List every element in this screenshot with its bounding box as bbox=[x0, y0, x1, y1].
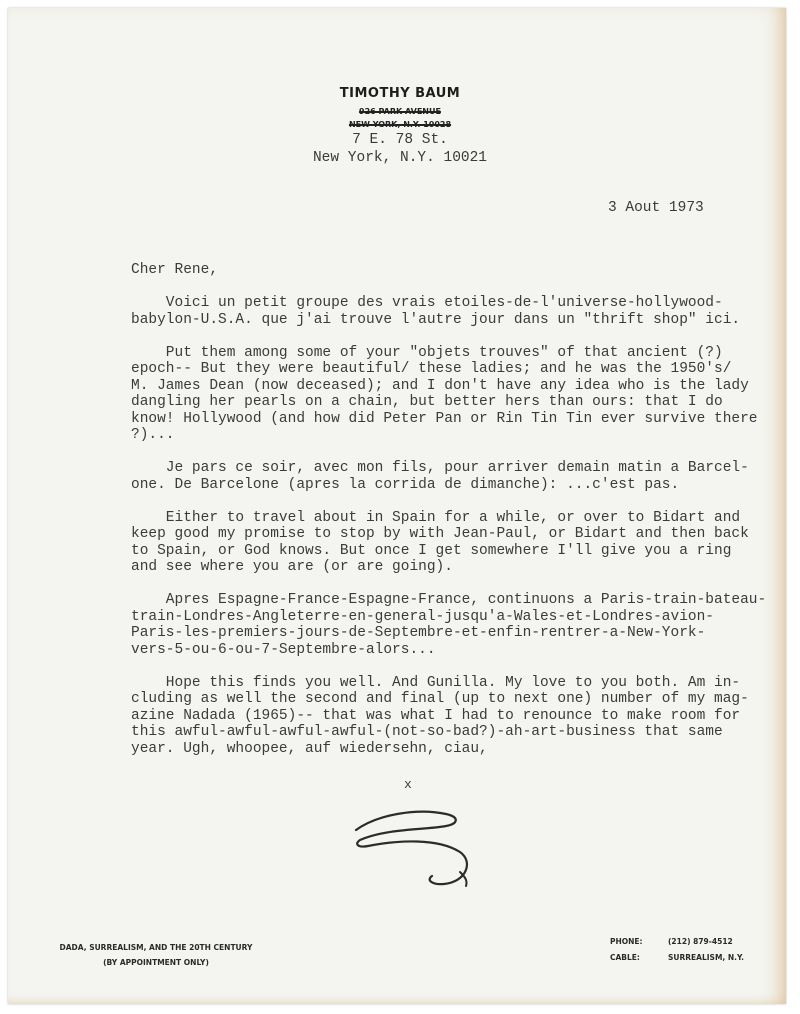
body-line: know! Hollywood (and how did Peter Pan or Rin Tin Tin ever survive there bbox=[131, 410, 758, 427]
body-line: one. De Barcelone (apres la corrida de dimanche): ...c'est pas. bbox=[131, 476, 680, 493]
paragraph bbox=[131, 345, 776, 444]
letterhead-new-address-line1: 7 E. 78 St. bbox=[352, 132, 448, 148]
body-line: dangling her pearls on a chain, but better hers than ours: that I do bbox=[131, 394, 723, 410]
letterhead-name: TIMOTHY BAUM bbox=[339, 86, 461, 101]
paragraph bbox=[131, 295, 776, 328]
paragraph bbox=[131, 510, 776, 576]
paragraph bbox=[131, 460, 776, 493]
body-line: vers-5-ou-6-ou-7-Septembre-alors... bbox=[131, 641, 436, 658]
letter-date: 3 Aout 1973 bbox=[608, 200, 704, 216]
body-line: Either to travel about in Spain for a while, or over to Bidart and bbox=[131, 509, 741, 526]
body-line: year. Ugh, whoopee, auf wiedersehn, ciau, bbox=[131, 740, 488, 757]
body-line: keep good my promise to stop by with Jean-Paul, or Bidart and then back bbox=[131, 526, 749, 542]
closing-mark: x bbox=[404, 777, 412, 792]
body-line: cluding as well the second and final (up to next one) number of my mag- bbox=[131, 691, 749, 707]
body-line: azine Nadada (1965)-- that was what I had to renounce to make room for bbox=[131, 707, 741, 724]
footer-phone-label: PHONE: bbox=[610, 937, 643, 946]
footer-tagline-block bbox=[46, 940, 266, 970]
body-line: Je pars ce soir, avec mon fils, pour arriver demain matin a Barcel- bbox=[131, 460, 749, 476]
letter-body bbox=[131, 262, 776, 757]
footer-cable-label: CABLE: bbox=[610, 953, 640, 962]
footer-tagline: DADA, SURREALISM, AND THE 20TH CENTURY bbox=[59, 943, 253, 952]
body-line: babylon-U.S.A. que j'ai trouve l'autre jour dans un "thrift shop" ici. bbox=[131, 311, 741, 328]
paragraph bbox=[131, 675, 776, 758]
body-line: and see where you are (or are going). bbox=[131, 559, 453, 575]
body-line: Voici un petit groupe des vrais etoiles-de-l'universe-hollywood- bbox=[131, 295, 723, 311]
body-line: ?)... bbox=[131, 427, 175, 443]
signature-scribble bbox=[348, 800, 498, 890]
body-line: train-Londres-Angleterre-en-general-jusqu'a-Wales-et-Londres-avion- bbox=[131, 608, 714, 625]
footer-cable-value: SURREALISM, N.Y. bbox=[668, 953, 745, 962]
body-line: epoch-- But they were beautiful/ these ladies; and he was the 1950's/ bbox=[131, 361, 732, 377]
footer-appointment: (BY APPOINTMENT ONLY) bbox=[103, 958, 209, 967]
letterhead-old-address-line1: 926 PARK AVENUE bbox=[359, 107, 441, 116]
letterhead-new-address-line2: New York, N.Y. 10021 bbox=[312, 150, 488, 166]
body-line: Put them among some of your "objets trouves" of that ancient (?) bbox=[131, 344, 723, 361]
letterhead bbox=[0, 86, 800, 167]
body-line: Paris-les-premiers-jours-de-Septembre-et-enfin-rentrer-a-New-York- bbox=[131, 625, 706, 641]
body-line: this awful-awful-awful-awful-(not-so-bad?)-ah-art-business that same bbox=[131, 724, 723, 740]
paragraph bbox=[131, 592, 776, 658]
footer-phone-value: (212) 879-4512 bbox=[668, 937, 733, 946]
footer-contact-block bbox=[610, 934, 744, 966]
body-line: Hope this finds you well. And Gunilla. My love to you both. Am in- bbox=[131, 674, 741, 691]
body-line: Apres Espagne-France-Espagne-France, continuons a Paris-train-bateau- bbox=[131, 592, 767, 608]
body-line: M. James Dean (now deceased); and I don't have any idea who is the lady bbox=[131, 377, 749, 394]
body-line: to Spain, or God knows. But once I get somewhere I'll give you a ring bbox=[131, 542, 732, 559]
salutation: Cher Rene, bbox=[131, 262, 219, 278]
letterhead-old-address-line2: NEW YORK, N.Y. 10028 bbox=[348, 120, 452, 129]
